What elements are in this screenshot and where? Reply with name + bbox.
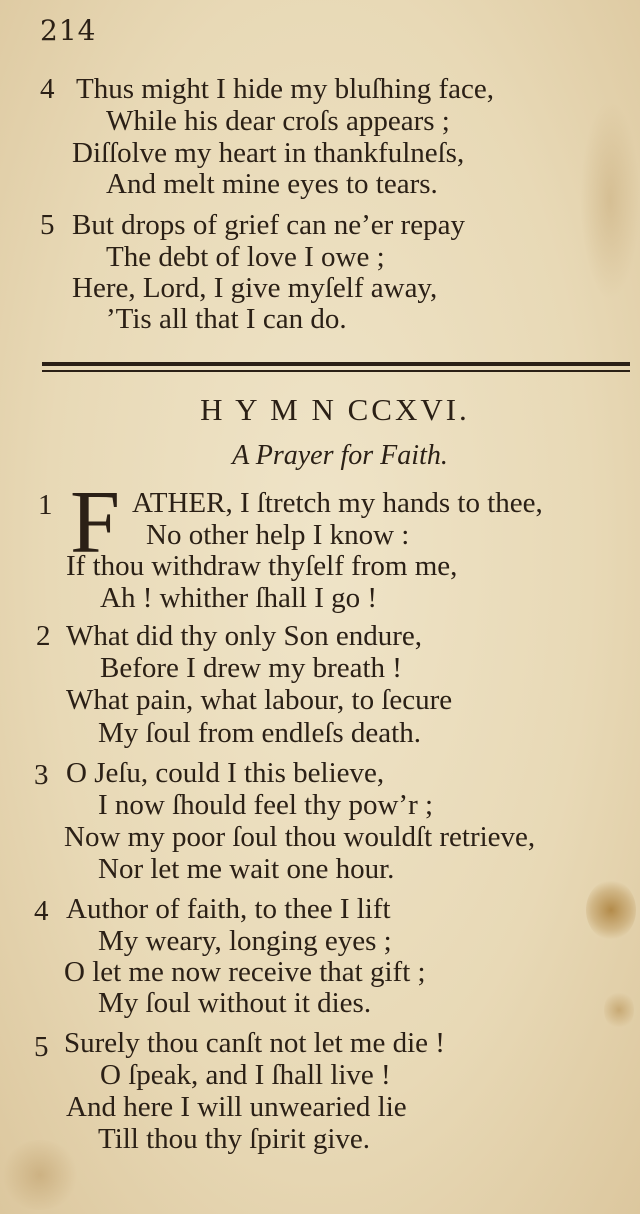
verse-line: My weary, longing eyes ; [98,925,392,957]
hymn-title: H Y M N CCXVI. [200,392,470,427]
verse-line: What did thy only Son endure, [66,620,423,652]
stanza-number: 4 [40,73,55,105]
drop-cap: F [70,473,121,572]
paper-stain [580,100,640,300]
hymn-subtitle: A Prayer for Faith. [232,440,448,471]
stanza-number: 2 [36,620,51,652]
verse-line: If thou withdraw thyſelf from me, [66,550,458,582]
verse-line: Ah ! whither ſhall I go ! [100,582,378,614]
verse-line: No other help I know : [146,519,410,551]
verse-line: And here I will unwearied lie [66,1091,407,1123]
stanza-number: 5 [40,209,55,241]
stanza-number: 3 [34,759,49,791]
verse-line: But drops of grief can ne’er repay [72,209,465,241]
verse-line: Thus might I hide my bluſhing face, [76,73,495,105]
stanza-number: 1 [38,489,53,521]
verse-line: Here, Lord, I give myſelf away, [72,272,438,304]
verse-line: O let me now receive that gift ; [64,956,426,988]
verse-line: Nor let me wait one hour. [98,853,395,885]
verse-line: Till thou thy ſpirit give. [98,1123,371,1155]
verse-line: And melt mine eyes to tears. [106,168,438,200]
verse-line: My ſoul from endleſs death. [98,717,421,749]
verse-line: O ſpeak, and I ſhall live ! [100,1059,391,1091]
verse-line: Now my poor ſoul thou wouldſt retrieve, [64,821,536,853]
verse-line: I now ſhould feel thy pow’r ; [98,789,434,821]
verse-line: O Jeſu, could I this believe, [66,757,385,789]
verse-line: Before I drew my breath ! [100,652,402,684]
verse-line: What pain, what labour, to ſecure [66,684,453,716]
stanza-number: 4 [34,895,49,927]
paper-stain [0,1140,80,1210]
verse-line: Surely thou canſt not let me die ! [64,1027,445,1059]
verse-line: Diſſolve my heart in thankfulneſs, [72,137,465,169]
verse-line: Author of faith, to thee I lift [66,893,391,925]
verse-line: My ſoul without it dies. [98,987,372,1019]
page-number: 214 [40,14,97,47]
verse-line: ATHER, I ſtretch my hands to thee, [132,487,543,519]
paper-stain [604,990,634,1030]
verse-line: ’Tis all that I can do. [106,303,347,335]
paper-stain [586,880,636,940]
verse-line: While his dear croſs appears ; [106,105,450,137]
verse-line: The debt of love I owe ; [106,241,385,273]
stanza-number: 5 [34,1031,49,1063]
